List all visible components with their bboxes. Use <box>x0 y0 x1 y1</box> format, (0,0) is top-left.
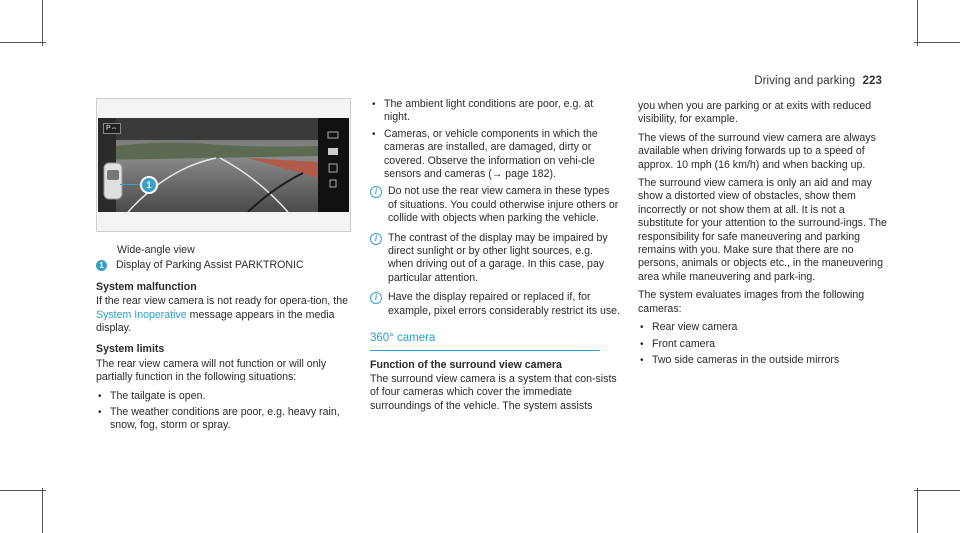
heading-system-malfunction: System malfunction <box>96 280 197 293</box>
page-number: 223 <box>862 75 882 87</box>
crop-mark <box>0 42 46 43</box>
info-icon: i <box>370 186 382 198</box>
crop-mark <box>42 0 43 46</box>
list-item: • The ambient light conditions are poor, e.g. at night. <box>370 98 620 125</box>
crop-mark <box>42 488 43 533</box>
crop-mark <box>914 42 960 43</box>
text-span: message appears in the media display. <box>96 308 335 335</box>
surround-view-paragraph: The surround view camera is a system that con-sists of four cameras which cover the immediate surroundings of the vehicle. The system assists <box>370 372 617 412</box>
list-item: • The weather conditions are poor, e.g. heavy rain, snow, fog, storm or spray. <box>96 406 351 433</box>
page-header <box>754 75 882 87</box>
paragraph: The system evaluates images from the following cameras: <box>638 289 865 315</box>
callout-marker: 1 <box>140 176 158 194</box>
paragraph: The views of the surround view camera are always available when driving forwards up to a speed of approx. 10 mph (16 km/h) and when backing up. <box>638 131 876 171</box>
list-item: • The tailgate is open. <box>96 390 351 403</box>
limits-paragraph: The rear view camera will not function or will only partially function in the following situations: <box>96 357 327 384</box>
note <box>370 232 620 286</box>
heading-surround-view-function: Function of the surround view camera <box>370 358 562 371</box>
crop-mark <box>917 488 918 533</box>
callout-line <box>120 184 142 185</box>
info-icon: i <box>370 233 382 245</box>
header-title: Driving and parking <box>754 75 856 87</box>
crop-mark <box>0 490 46 491</box>
list-item: • Rear view camera <box>638 321 888 334</box>
list-item: • Cameras, or vehicle components in which the cameras are installed, are damaged, dirty or covered. Observe the information on vehi-cle sensors and cameras (→ page 182). <box>370 128 620 182</box>
info-icon: i <box>370 292 382 304</box>
column-right <box>638 100 888 371</box>
parking-badge: P⇔ <box>103 123 121 134</box>
list-item: • Front camera <box>638 338 888 351</box>
crop-mark <box>914 490 960 491</box>
legend-text: Display of Parking Assist PARKTRONIC <box>116 259 304 272</box>
camera-figure <box>96 98 351 232</box>
malfunction-paragraph <box>96 295 351 335</box>
heading-system-limits: System limits <box>96 343 165 356</box>
system-inoperative-message: System Inoperative <box>96 308 187 321</box>
column-middle <box>370 98 620 418</box>
legend-number: 1 <box>96 260 107 271</box>
note <box>370 185 620 225</box>
figure-caption: Wide-angle view <box>117 244 195 256</box>
figure-legend <box>96 259 351 272</box>
paragraph: you when you are parking or at exits with reduced visibility, for example. <box>638 100 872 126</box>
note-text: The contrast of the display may be impaired by direct sunlight or by other light sources, e.g. when driving out of a garage. In this case, pay particular attention. <box>388 231 608 284</box>
camera-list <box>638 321 888 367</box>
camera-display <box>98 118 349 212</box>
column-left <box>96 98 351 437</box>
note-text: Have the display repaired or replaced if, for example, pixel errors considerably restrict its use. <box>388 291 620 317</box>
text-span: If the rear view camera is not ready for opera-tion, the <box>96 295 349 308</box>
camera-scene-image <box>98 118 349 212</box>
paragraph: The surround view camera is only an aid and may show a distorted view of obstacles, show them incorrectly or not show them at all. It is not a substitute for your attention to the surround-ings. The responsibility for safe maneuvering and parking remains with you. Make sure that there are no persons, animals or objects etc., in the maneuvering area while maneuvering and park-ing. <box>638 177 887 283</box>
note <box>370 291 620 318</box>
limits-list <box>96 390 351 433</box>
note-text: Do not use the rear view camera in these types of situations. You could otherwise injure others or collide with objects when parking the vehicle. <box>388 185 619 225</box>
section-heading-360-camera: 360° camera <box>370 332 600 350</box>
list-item: • Two side cameras in the outside mirrors <box>638 354 888 367</box>
limits-list-continued <box>370 98 620 181</box>
crop-mark <box>917 0 918 46</box>
